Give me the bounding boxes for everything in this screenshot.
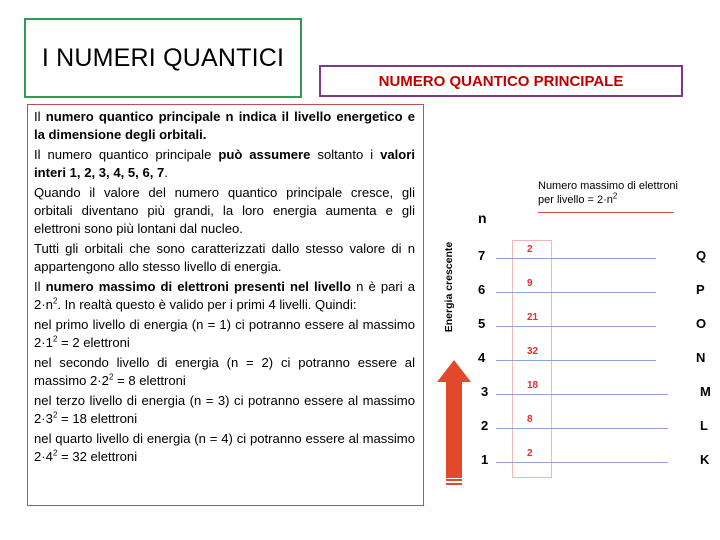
level-number: 5 xyxy=(478,316,486,331)
energy-level-diagram xyxy=(430,170,720,520)
level-electron-count: 8 xyxy=(527,414,533,425)
shell-letter: P xyxy=(696,282,705,297)
paragraph-1: Il numero quantico principale n indica il livello energetico e la dimensione degli orbitali. xyxy=(34,109,416,142)
paragraph-5: Il numero massimo di elettroni presenti nel livello n è pari a $2\cdot n^2$. In realtà questo è valido per i primi 4 livelli. Quindi: xyxy=(34,279,416,312)
paragraph-4: Tutti gli orbitali che sono caratterizzati dallo stesso valore di n appartengono allo stesso livello di energia. xyxy=(34,241,415,274)
shell-letter: Q xyxy=(696,248,707,263)
energy-axis-label: Energia crescente xyxy=(443,241,455,333)
shell-letter: N xyxy=(696,350,706,365)
level-line xyxy=(496,292,656,293)
level-line xyxy=(496,360,656,361)
paragraph-3: Quando il valore del numero quantico principale cresce, gli orbitali diventano più grandi, la loro energia aumenta e gli elettroni sono più lontani dal nucleo. xyxy=(34,185,415,236)
level-line xyxy=(496,258,656,259)
electron-count-column xyxy=(512,240,552,478)
level-number: 7 xyxy=(478,248,486,263)
level-electron-count: 2 xyxy=(527,448,533,459)
level-electron-count: 2 xyxy=(527,244,533,255)
level-number: 4 xyxy=(478,350,486,365)
shell-letter: K xyxy=(700,452,710,467)
explanation-text xyxy=(27,104,424,506)
shell-letter: O xyxy=(696,316,707,331)
level-number: 6 xyxy=(478,282,486,297)
level-number: 2 xyxy=(481,418,489,433)
paragraph-level-2: nel secondo livello di energia (n = 2) ci potranno essere al massimo $2\cdot 2^2 = 8$ elettroni xyxy=(34,355,415,388)
max-electrons-note: Numero massimo di elettroni per livello = $2\cdot n^2$ xyxy=(538,180,678,206)
level-line xyxy=(496,326,656,327)
paragraph-level-3: nel terzo livello di energia (n = 3) ci potranno essere al massimo $2\cdot 3^2 = 18$ elettroni xyxy=(34,393,415,426)
level-line xyxy=(496,462,668,463)
level-electron-count: 18 xyxy=(527,380,539,391)
level-line xyxy=(496,428,668,429)
level-line xyxy=(496,394,668,395)
paragraph-level-4: nel quarto livello di energia (n = 4) ci potranno essere al massimo $2\cdot 4^2 = 32$ elettroni xyxy=(34,431,415,464)
paragraph-level-1: nel primo livello di energia (n = 1) ci potranno essere al massimo $2\cdot 1^2 = 2$ elettroni xyxy=(34,317,415,350)
paragraph-2: Il numero quantico principale può assumere soltanto i valori interi 1, 2, 3, 4, 5, 6, 7. xyxy=(34,147,416,180)
shell-letter: M xyxy=(700,384,711,399)
level-electron-count: 32 xyxy=(527,346,539,357)
level-number: 1 xyxy=(481,452,489,467)
level-electron-count: 21 xyxy=(527,312,539,323)
energy-arrow-icon xyxy=(437,360,471,485)
note-underline xyxy=(538,212,674,213)
shell-letter: L xyxy=(700,418,708,433)
page-title: I NUMERI QUANTICI xyxy=(24,18,302,98)
level-number: 3 xyxy=(481,384,489,399)
level-electron-count: 9 xyxy=(527,278,533,289)
n-column-header: n xyxy=(478,210,487,226)
section-subtitle: NUMERO QUANTICO PRINCIPALE xyxy=(319,65,683,97)
